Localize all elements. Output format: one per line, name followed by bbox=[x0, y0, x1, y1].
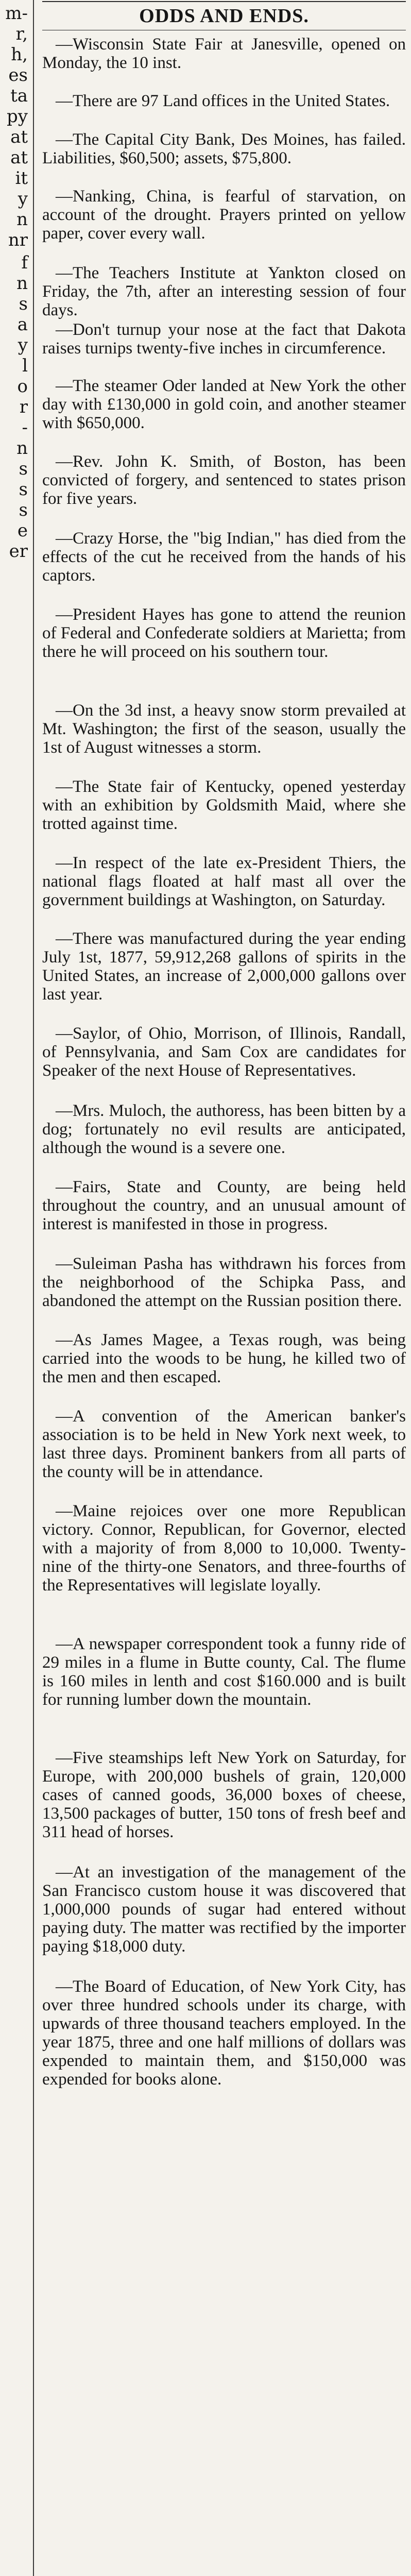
news-item: —There was manufactured during the year ending July 1st, 1877, 59,912,268 gallons of spirits in the United States, an increase of 2,000,000 gallons over last year. bbox=[42, 929, 406, 1004]
fragment-text: at bbox=[10, 127, 28, 147]
column-rule bbox=[33, 0, 34, 2576]
fragment-text: s bbox=[19, 294, 28, 314]
fragment-text: f bbox=[21, 252, 28, 273]
news-item: —Nanking, China, is fearful of starvation, on account of the drought. Prayers printed on yellow paper, cover every wall. bbox=[42, 187, 406, 243]
fragment-text: y bbox=[18, 335, 28, 355]
fragment-text: it bbox=[15, 168, 28, 189]
news-item: —At an investigation of the management of the San Francisco custom house it was discovered that 1,000,000 pounds of sugar had entered without paying duty. The matter was rectified by the importer paying $18,000 duty. bbox=[42, 1863, 406, 1956]
fragment-text: h, bbox=[11, 44, 28, 65]
fragment-text: r, bbox=[15, 24, 28, 44]
fragment-text: es bbox=[8, 65, 28, 86]
news-item: —Maine rejoices over one more Republican victory. Connor, Republican, for Governor, elected with a majority of from 8,000 to 10,000. Twenty-nine of the thirty-one Senators, and three-fourths of the Representatives will legislate loyally. bbox=[42, 1502, 406, 1595]
news-item: —On the 3d inst, a heavy snow storm prevailed at Mt. Washington; the first of the season, usually the 1st of August witnesses a storm. bbox=[42, 701, 406, 757]
fragment-text: y bbox=[18, 189, 28, 209]
news-item: —Rev. John K. Smith, of Boston, has been convicted of forgery, and sentenced to states prison for five years. bbox=[42, 452, 406, 508]
news-item: —The Capital City Bank, Des Moines, has failed. Liabilities, $60,500; assets, $75,800. bbox=[42, 130, 406, 167]
news-item: —In respect of the late ex-President Thiers, the national flags floated at half mast all over the government buildings at Washington, on Saturday. bbox=[42, 854, 406, 909]
news-item: —A convention of the American banker's association is to be held in New York next week, to last three days. Prominent bankers from all parts of the county will be in attendance. bbox=[42, 1407, 406, 1481]
news-item: —Saylor, of Ohio, Morrison, of Illinois, Randall, of Pennsylvania, and Sam Cox are candidates for Speaker of the next House of Representatives. bbox=[42, 1024, 406, 1080]
fragment-text: er bbox=[9, 541, 28, 562]
fragment-text: o bbox=[17, 376, 28, 397]
news-item: —The Teachers Institute at Yankton closed on Friday, the 7th, after an interesting session of four days. bbox=[42, 264, 406, 319]
column-heading: ODDS AND ENDS. bbox=[139, 5, 309, 27]
news-item: —Wisconsin State Fair at Janesville, opened on Monday, the 10 inst. bbox=[42, 35, 406, 72]
top-rule bbox=[42, 1, 406, 2]
news-item: —As James Magee, a Texas rough, was being carried into the woods to be hung, he killed two of the men and then escaped. bbox=[42, 1331, 406, 1386]
news-item: —The Board of Education, of New York City, has over three hundred schools under its charge, with upwards of three thousand teachers employed. In the year 1875, three and one half millions of dollars was expended to maintain them, and $150,000 was expended for books alone. bbox=[42, 1977, 406, 2089]
fragment-text: r bbox=[19, 397, 28, 417]
odds-and-ends-column bbox=[42, 0, 406, 2576]
fragment-text: ta bbox=[10, 86, 28, 106]
news-item: —Fairs, State and County, are being held throughout the country, and an unusual amount of interest is manifested in those in progress. bbox=[42, 1178, 406, 1233]
news-item: —The steamer Oder landed at New York the other day with £130,000 in gold coin, and another steamer with $650,000. bbox=[42, 377, 406, 432]
news-item: —Don't turnup your nose at the fact that Dakota raises turnips twenty-five inches in circumference. bbox=[42, 320, 406, 358]
fragment-text: a bbox=[17, 314, 28, 335]
fragment-text: n bbox=[16, 438, 28, 459]
news-item: —The State fair of Kentucky, opened yesterday with an exhibition by Goldsmith Maid, where she trotted against time. bbox=[42, 777, 406, 833]
fragment-text: l bbox=[22, 355, 28, 376]
news-item: —President Hayes has gone to attend the reunion of Federal and Confederate soldiers at Marietta; from there he will proceed on his southern tour. bbox=[42, 605, 406, 661]
news-item: —A newspaper correspondent took a funny ride of 29 miles in a flume in Butte county, Cal. The flume is 160 miles in lenth and cost $160.000 and is built for running lumber down the mountain. bbox=[42, 1635, 406, 1709]
fragment-text: s bbox=[19, 500, 28, 520]
fragment-text: py bbox=[7, 106, 28, 127]
fragment-text: e bbox=[17, 520, 28, 541]
fragment-text: n bbox=[16, 209, 28, 230]
fragment-text: s bbox=[19, 479, 28, 500]
news-item: —Five steamships left New York on Saturday, for Europe, with 200,000 bushels of grain, 120,000 cases of canned goods, 36,000 boxes of cheese, 13,500 packages of butter, 150 tons of fresh beef and 311 head of horses. bbox=[42, 1749, 406, 1841]
news-item: —Suleiman Pasha has withdrawn his forces from the neighborhood of the Schipka Pass, and abandoned the attempt on the Russian position there. bbox=[42, 1255, 406, 1310]
adjacent-column-fragment bbox=[0, 0, 30, 2576]
fragment-text: - bbox=[22, 417, 28, 438]
news-item: —There are 97 Land offices in the United States. bbox=[56, 92, 390, 110]
news-item: —Crazy Horse, the "big Indian," has died from the effects of the cut he received from the hands of his captors. bbox=[42, 529, 406, 585]
fragment-text: s bbox=[19, 459, 28, 479]
fragment-text: n bbox=[16, 273, 28, 294]
fragment-text: nr bbox=[8, 230, 28, 250]
fragment-text: at bbox=[10, 147, 28, 168]
news-item: —Mrs. Muloch, the authoress, has been bitten by a dog; fortunately no evil results are anticipated, although the wound is a severe one. bbox=[42, 1101, 406, 1157]
fragment-text: m- bbox=[5, 3, 28, 24]
